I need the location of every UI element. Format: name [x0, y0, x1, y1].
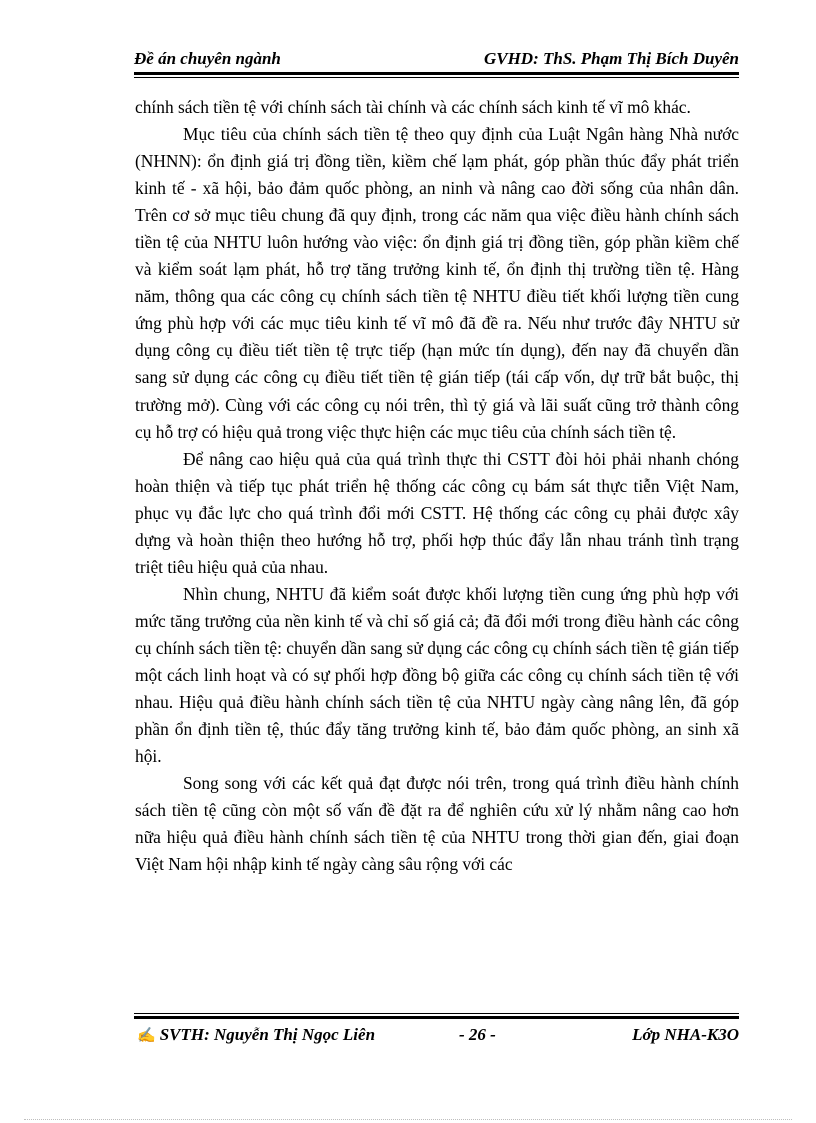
footer-student-name: SVTH: Nguyễn Thị Ngọc Liên: [159, 1025, 376, 1044]
header-rule-thin: [134, 77, 739, 78]
writing-hand-icon: ✍: [137, 1028, 156, 1044]
header-rule-thick: [134, 72, 739, 75]
paragraph: Song song với các kết quả đạt được nói trên, trong quá trình điều hành chính sách tiền tệ cũng còn một số vấn đề đặt ra để nghiên cứu xử lý nhằm nâng cao hơn nữa hiệu quả điều hành chính sách tiền tệ của NHTU trong thời gian đến, giai đoạn Việt Nam hội nhập kinh tế ngày càng sâu rộng với các: [135, 773, 739, 875]
footer-class: Lớp NHA-K3O: [632, 1025, 739, 1044]
paragraph: Nhìn chung, NHTU đã kiểm soát được khối lượng tiền cung ứng phù hợp với mức tăng trưởng của nền kinh tế và chỉ số giá cả; đã đổi mới trong điều hành các công cụ chính sách tiền tệ: chuyển dần sang sử dụng các công cụ chính sách tiền tệ gián tiếp một cách linh hoạt và có sự phối hợp đồng bộ giữa các công cụ chính sách tiền tệ với nhau. Hiệu quả điều hành chính sách tiền tệ của NHTU ngày càng nâng lên, đã góp phần ổn định tiền tệ, thúc đẩy tăng trưởng kinh tế, bảo đảm quốc phòng, an sinh xã hội.: [135, 583, 739, 767]
page-number: - 26 -: [459, 1025, 496, 1044]
header-project-title: Đề án chuyên ngành: [134, 49, 281, 68]
paragraph: Mục tiêu của chính sách tiền tệ theo quy định của Luật Ngân hàng Nhà nước (NHNN): ổn định giá trị đồng tiền, kiềm chế lạm phát, góp phần thúc đẩy phát triển kinh tế - xã hội, bảo đảm quốc phòng, an ninh và nâng cao đời sống của nhân dân. Trên cơ sở mục tiêu chung đã quy định, trong các năm qua việc điều hành chính sách tiền tệ của NHTU luôn hướng vào việc: ổn định giá trị đồng tiền, góp phần kiềm chế và kiểm soát lạm phát, hỗ trợ tăng trưởng kinh tế, ổn định thị trường tiền tệ. Hàng năm, thông qua các công cụ chính sách tiền tệ NHTU điều tiết khối lượng tiền cung ứng phù hợp với các mục tiêu kinh tế vĩ mô đã đề ra. Nếu như trước đây NHTU sử dụng công cụ điều tiết tiền tệ trực tiếp (hạn mức tín dụng), đến nay đã chuyển dần sang sử dụng các công cụ điều tiết tiền tệ gián tiếp (tái cấp vốn, dự trữ bắt buộc, thị trường mở). Cùng với các công cụ nói trên, thì tỷ giá và lãi suất cũng trở thành công cụ hỗ trợ có hiệu quả trong việc thực hiện các mục tiêu của chính sách tiền tệ.: [135, 124, 739, 442]
page-header: [134, 46, 739, 72]
header-supervisor: GVHD: ThS. Phạm Thị Bích Duyên: [483, 49, 739, 68]
footer-rule-thin: [134, 1013, 739, 1014]
footer-student: [137, 1022, 375, 1049]
page-bottom-dotted-line: [24, 1119, 792, 1120]
footer-rule-thick: [134, 1016, 739, 1019]
paragraph: Để nâng cao hiệu quả của quá trình thực thi CSTT đòi hỏi phải nhanh chóng hoàn thiện và tiếp tục phát triển hệ thống các công cụ bám sát thực tiễn Việt Nam, phục vụ đắc lực cho quá trình đổi mới CSTT. Hệ thống các công cụ phải được xây dựng và hoàn thiện theo hướng hỗ trợ, phối hợp thúc đẩy lẫn nhau tránh tình trạng triệt tiêu hiệu quả của nhau.: [135, 448, 739, 577]
document-body: [135, 94, 739, 878]
page-footer: [137, 1022, 739, 1048]
paragraph-continuation: chính sách tiền tệ với chính sách tài chính và các chính sách kinh tế vĩ mô khác.: [135, 97, 691, 117]
